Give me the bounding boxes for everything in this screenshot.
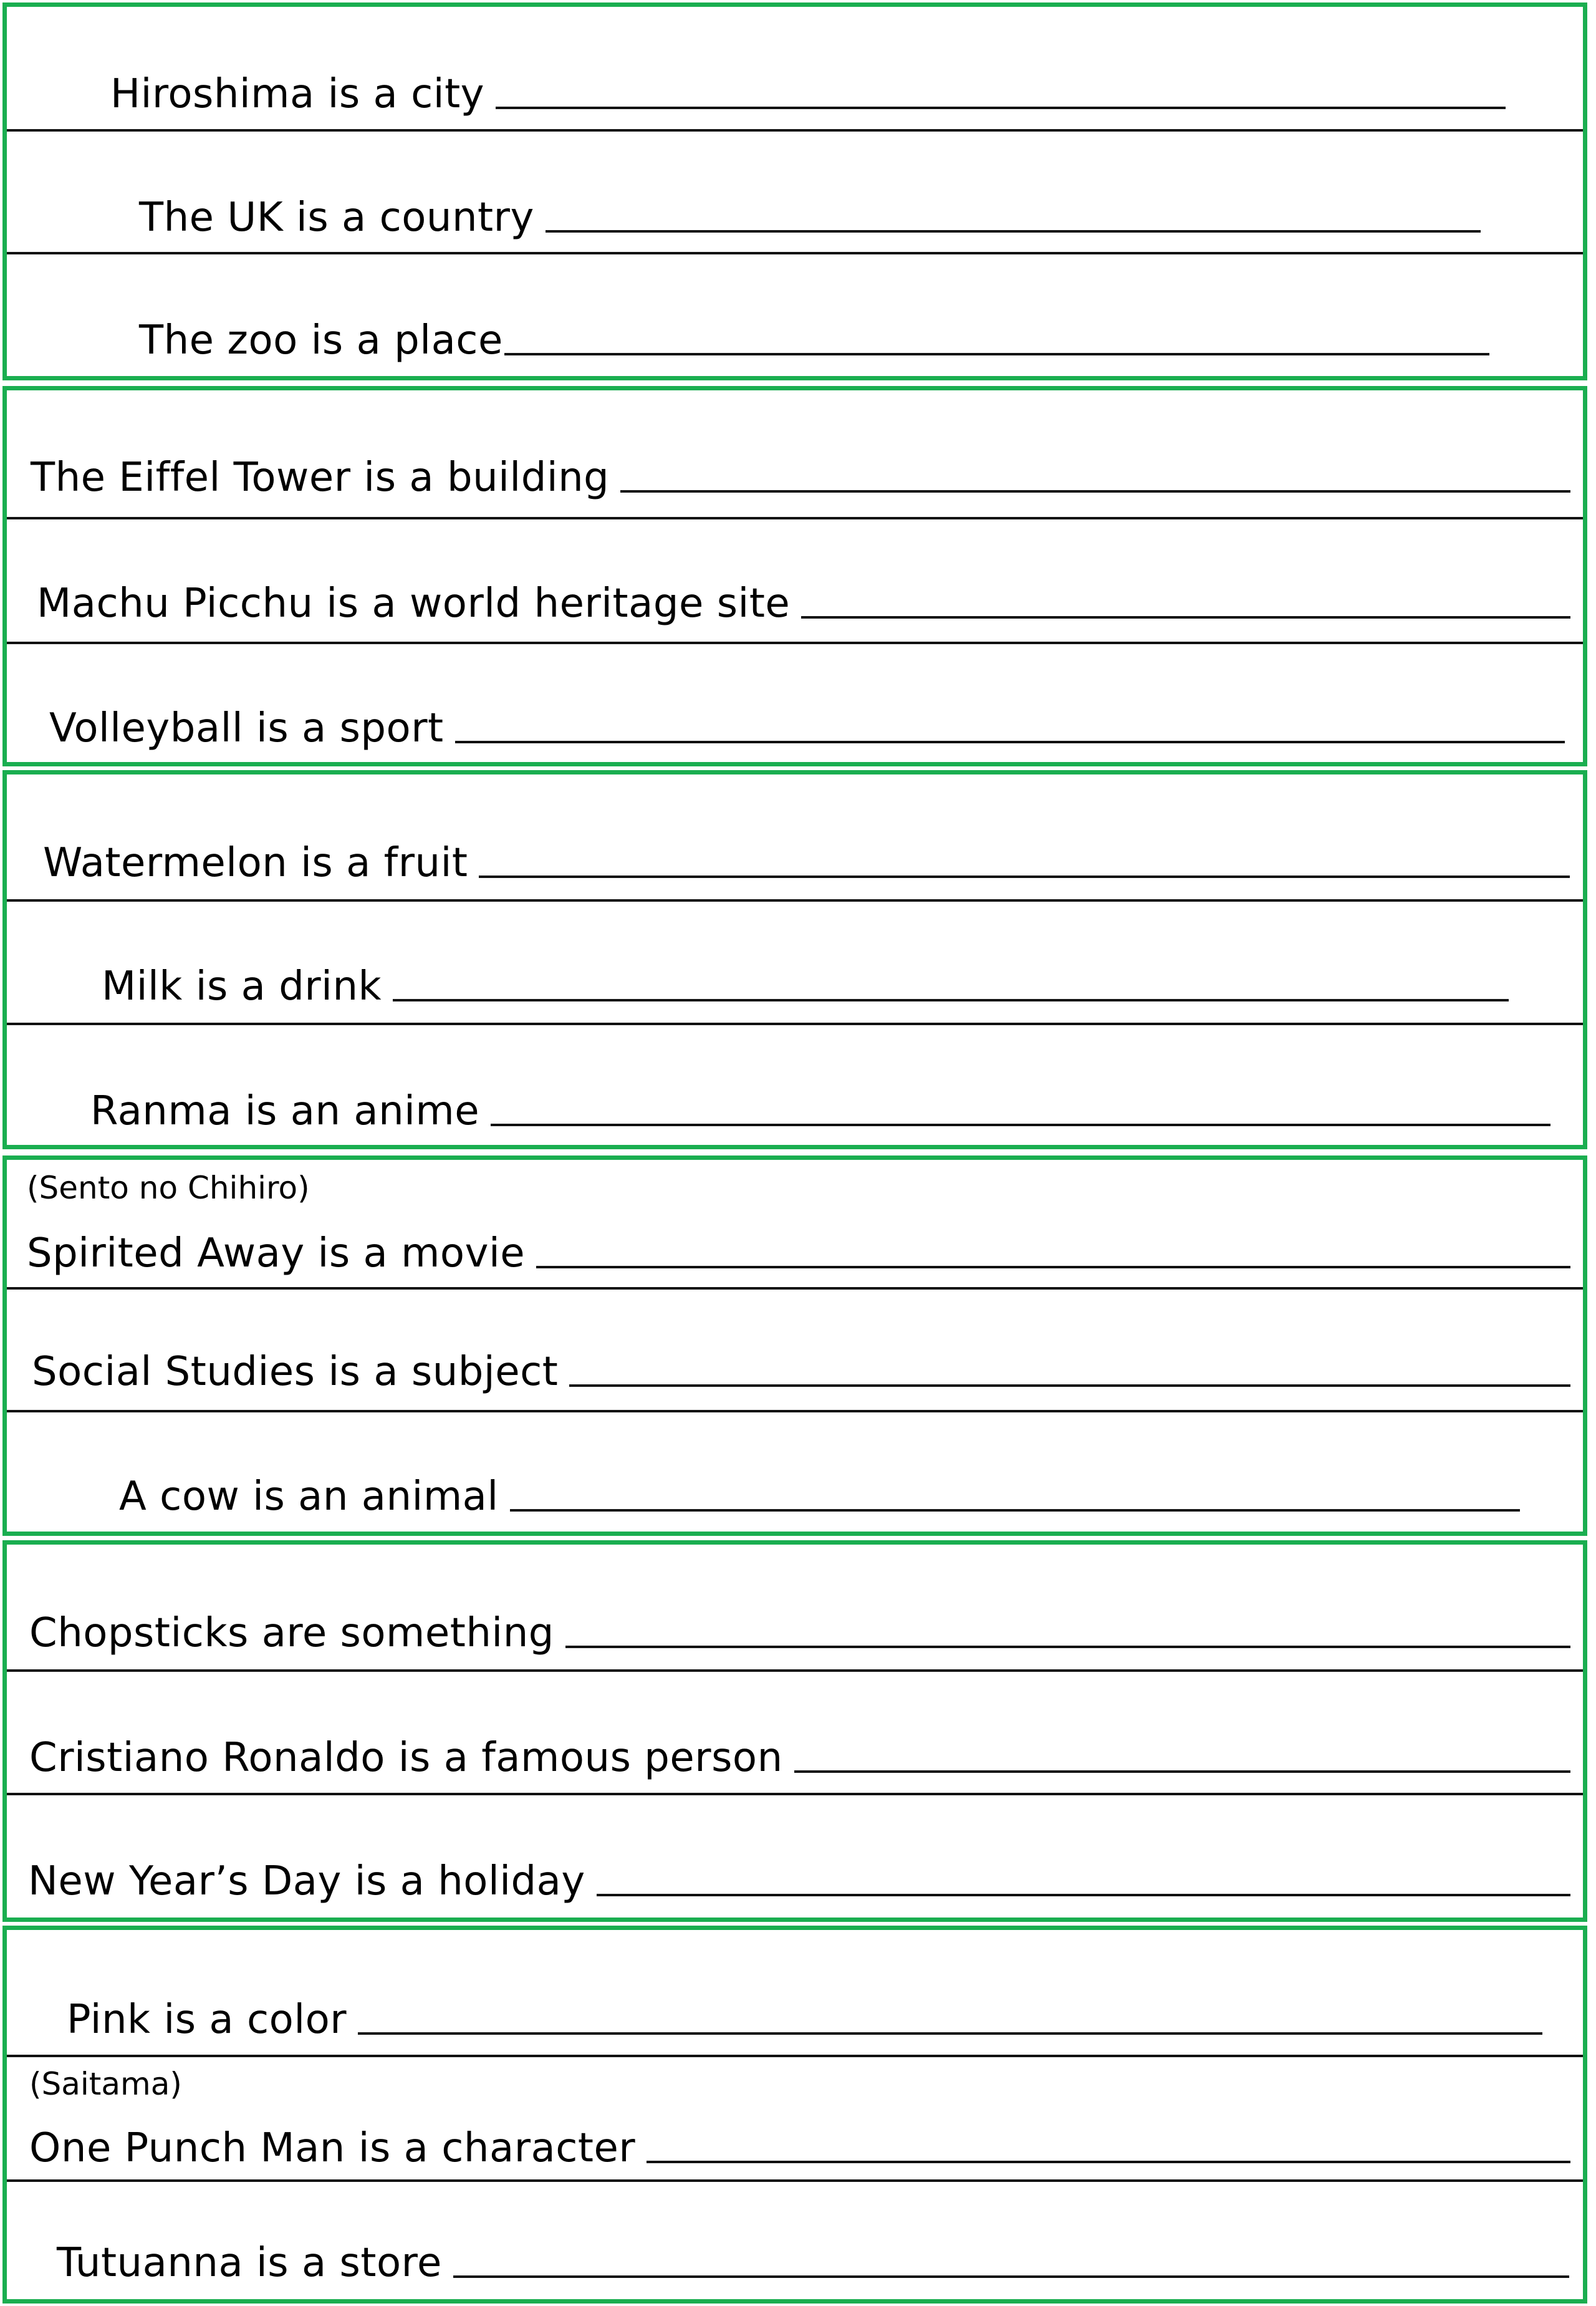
row-divider <box>7 252 1583 254</box>
answer-blank[interactable] <box>569 1384 1570 1387</box>
sentence-prompt: Milk is a drink <box>102 963 382 1010</box>
sentence-row <box>27 1230 1570 1276</box>
answer-blank[interactable] <box>479 876 1570 878</box>
answer-blank[interactable] <box>455 741 1565 743</box>
sentence-row <box>28 1858 1570 1904</box>
sentence-prompt: The zoo is a place <box>139 317 503 364</box>
sentence-row <box>139 195 1481 241</box>
sentence-prompt: Chopsticks are something <box>29 1610 554 1656</box>
row-divider <box>7 1669 1583 1672</box>
sentence-prompt: The UK is a country <box>139 195 534 241</box>
sentence-prompt: The Eiffel Tower is a building <box>31 455 610 501</box>
row-divider <box>7 1023 1583 1025</box>
sentence-prompt: Volleyball is a sport <box>49 705 444 751</box>
sentence-row <box>29 1610 1570 1656</box>
worksheet-group-4 <box>2 1155 1587 1536</box>
answer-blank[interactable] <box>496 107 1506 109</box>
sentence-row <box>32 1349 1570 1395</box>
row-divider <box>7 517 1583 519</box>
sentence-row <box>90 1088 1550 1134</box>
answer-blank[interactable] <box>393 999 1509 1001</box>
answer-blank[interactable] <box>647 2161 1570 2163</box>
sentence-row <box>110 71 1506 117</box>
row-divider <box>7 899 1583 902</box>
sentence-prompt: Social Studies is a subject <box>32 1349 559 1395</box>
answer-blank[interactable] <box>504 353 1489 355</box>
sentence-prompt: A cow is an animal <box>119 1474 499 1520</box>
answer-blank[interactable] <box>620 490 1570 493</box>
answer-blank[interactable] <box>358 2032 1542 2035</box>
sentence-prompt: Watermelon is a fruit <box>43 840 468 886</box>
answer-blank[interactable] <box>801 616 1570 619</box>
row-divider <box>7 129 1583 132</box>
sentence-row <box>139 317 1489 364</box>
row-divider <box>7 1410 1583 1412</box>
answer-blank[interactable] <box>491 1124 1550 1126</box>
row-divider <box>7 1287 1583 1290</box>
answer-blank[interactable] <box>546 230 1481 233</box>
worksheet-group-3 <box>2 770 1587 1149</box>
sentence-row <box>43 840 1570 886</box>
sentence-row <box>67 1997 1542 2043</box>
sentence-row <box>29 2125 1570 2171</box>
sentence-row <box>102 963 1509 1010</box>
sentence-prompt: New Year’s Day is a holiday <box>28 1858 585 1904</box>
worksheet-group-5 <box>2 1540 1587 1922</box>
sentence-row <box>119 1474 1520 1520</box>
sentence-row <box>57 2240 1569 2286</box>
sentence-prompt: One Punch Man is a character <box>29 2125 636 2171</box>
sentence-prompt: Pink is a color <box>67 1997 347 2043</box>
answer-blank[interactable] <box>794 1770 1570 1773</box>
sentence-prompt: Tutuanna is a store <box>57 2240 442 2286</box>
sentence-prompt: Spirited Away is a movie <box>27 1230 526 1276</box>
sentence-note: (Saitama) <box>29 2066 182 2102</box>
sentence-row <box>29 1735 1570 1781</box>
row-divider <box>7 642 1583 644</box>
sentence-row <box>49 705 1565 751</box>
row-divider <box>7 1793 1583 1795</box>
row-divider <box>7 2055 1583 2057</box>
answer-blank[interactable] <box>510 1509 1520 1512</box>
sentence-prompt: Hiroshima is a city <box>110 71 485 117</box>
answer-blank[interactable] <box>597 1894 1570 1896</box>
worksheet-group-2 <box>2 386 1587 766</box>
sentence-row <box>31 455 1570 501</box>
answer-blank[interactable] <box>536 1266 1570 1268</box>
sentence-prompt: Ranma is an anime <box>90 1088 480 1134</box>
row-divider <box>7 2179 1583 2182</box>
sentence-note: (Sento no Chihiro) <box>27 1170 310 1206</box>
answer-blank[interactable] <box>453 2275 1569 2278</box>
answer-blank[interactable] <box>565 1646 1570 1648</box>
sentence-prompt: Machu Picchu is a world heritage site <box>37 581 791 627</box>
sentence-row <box>37 581 1570 627</box>
worksheet-group-6 <box>2 1926 1587 2304</box>
worksheet-group-1 <box>2 2 1587 380</box>
sentence-prompt: Cristiano Ronaldo is a famous person <box>29 1735 783 1781</box>
